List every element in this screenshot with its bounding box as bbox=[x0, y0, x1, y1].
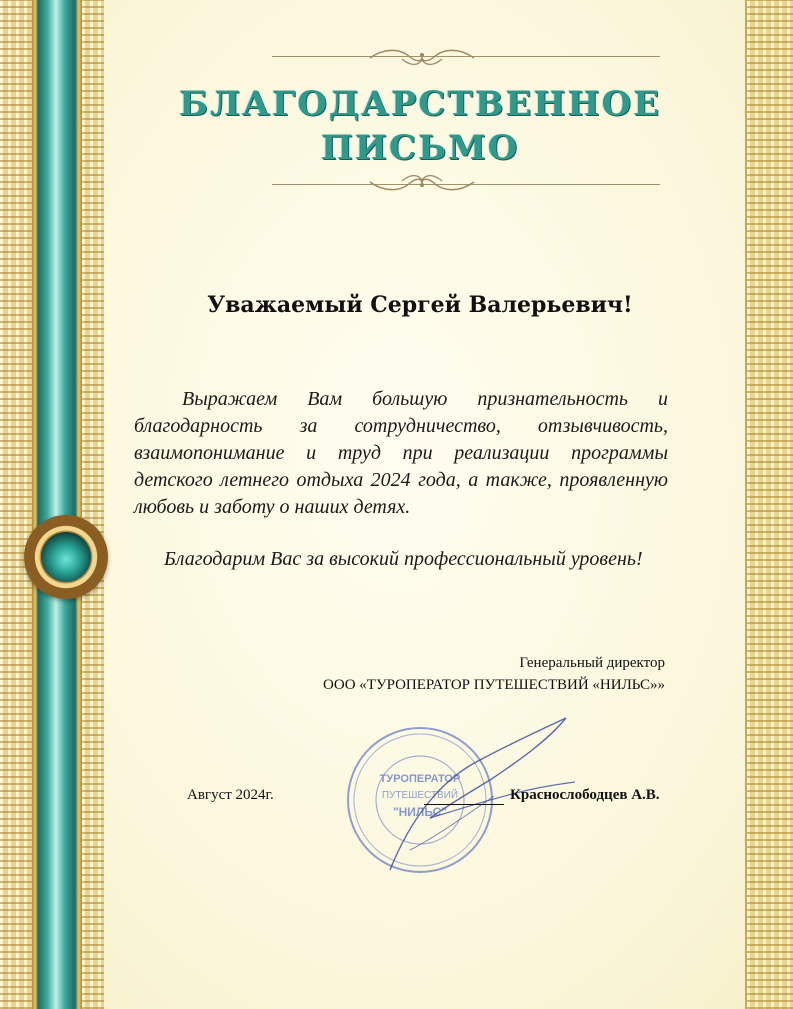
left-inner-gold-border bbox=[82, 0, 104, 1009]
right-gold-border bbox=[745, 0, 793, 1009]
signatory-position: Генеральный директор bbox=[519, 655, 665, 671]
top-flourish-icon bbox=[362, 46, 482, 68]
left-gold-border bbox=[0, 0, 32, 1009]
certificate-title-line-1: БЛАГОДАРСТВЕННОЕ bbox=[178, 84, 662, 124]
bottom-flourish-icon bbox=[362, 172, 482, 194]
signature-line bbox=[424, 804, 504, 805]
medallion-gem bbox=[41, 532, 91, 582]
stamp-line-1: ТУРОПЕРАТОР bbox=[379, 773, 461, 785]
stamp-line-2: ПУТЕШЕСТВИЙ bbox=[381, 790, 459, 801]
ribbon-medallion bbox=[24, 515, 108, 599]
document-date: Август 2024г. bbox=[187, 787, 274, 803]
teal-ribbon bbox=[32, 0, 82, 1009]
certificate-title-line-2: ПИСЬМО bbox=[320, 128, 520, 168]
greeting: Уважаемый Сергей Валерьевич! bbox=[207, 292, 633, 318]
stamp-line-3: "НИЛЬС" bbox=[392, 805, 448, 819]
signatory-organization: ООО «ТУРОПЕРАТОР ПУТЕШЕСТВИЙ «НИЛЬС»» bbox=[323, 677, 665, 693]
body-paragraph-1: Выражаем Вам большую признательность и благодарность за сотрудничество, отзывчивость, взаимопонимание и труд при реализации программы детского летнего отдыха 2024 года, а также, проявленную любовь и заботу о наших детях. bbox=[134, 388, 668, 518]
signatory-name: Краснослободцев А.В. bbox=[510, 787, 660, 803]
body-paragraph-2: Благодарим Вас за высокий профессиональный уровень! bbox=[164, 548, 643, 570]
